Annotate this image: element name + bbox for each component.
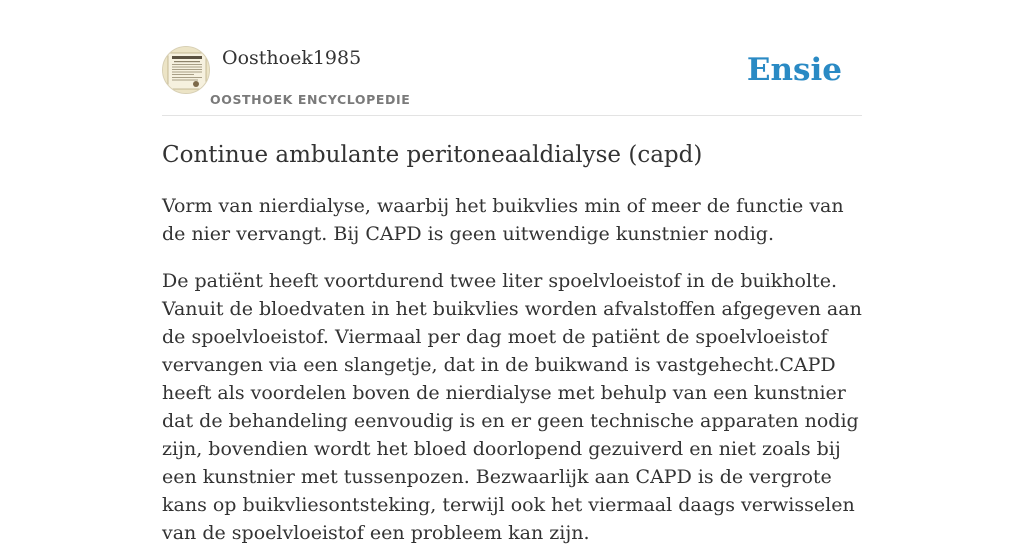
article-page [162, 0, 862, 544]
article-paragraph: De patiënt heeft voortdurend twee liter spoelvloeistof in de buikholte. Vanuit de bloedvaten in het buikvlies worden afvalstoffen afgegeven aan de spoelvloeistof. Viermaal per dag moet de patiënt de spoelvloeistof vervangen via een slangetje, dat in de buikwand is vastgehecht.CAPD heeft als voordelen boven de nierdialyse met behulp van een kunstnier dat de behandeling eenvoudig is en er geen technische apparaten nodig zijn, bovendien wordt het bloed doorlopend gezuiverd en niet zoals bij een kunstnier met tussenpozen. Bezwaarlijk aan CAPD is de vergrote kans op buikvliesontsteking, terwijl ook het viermaal daags verwisselen van de spoelvloeistof een probleem kan zijn. [162, 270, 862, 544]
avatar[interactable] [162, 46, 210, 94]
ensie-logo[interactable]: Ensie [746, 52, 842, 88]
article-title: Continue ambulante peritoneaaldialyse (capd) [162, 142, 703, 168]
publication-label[interactable]: OOSTHOEK ENCYCLOPEDIE [210, 92, 411, 107]
document-thumbnail-icon [163, 47, 210, 94]
author-name[interactable]: Oosthoek1985 [222, 47, 362, 69]
divider [162, 115, 862, 116]
article-paragraph: Vorm van nierdialyse, waarbij het buikvlies min of meer de functie van de nier vervangt. Bij CAPD is geen uitwendige kunstnier nodig. [162, 195, 844, 245]
